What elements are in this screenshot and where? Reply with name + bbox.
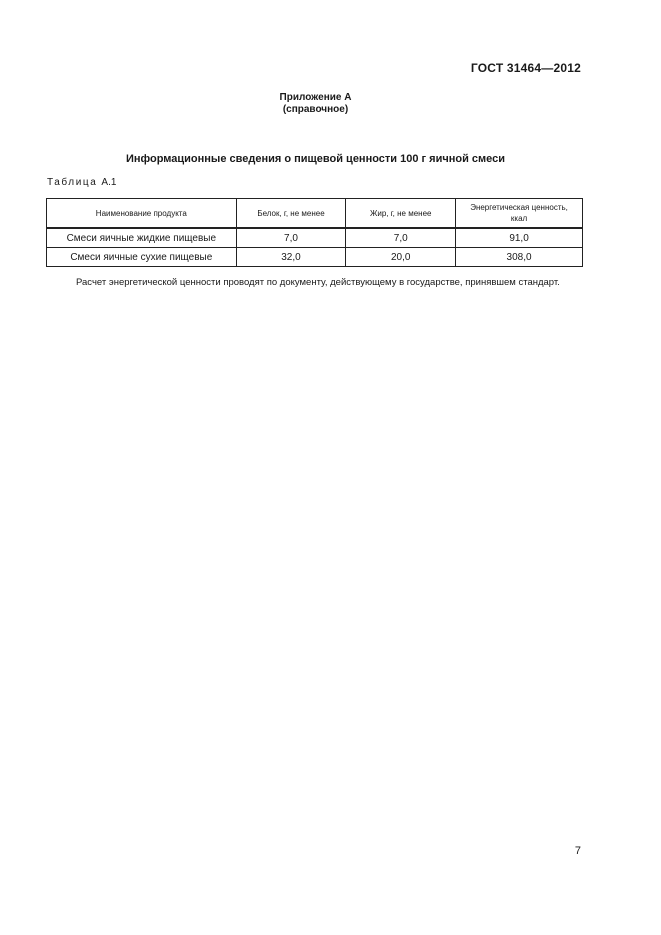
column-header-protein: Белок, г, не менее <box>236 199 346 229</box>
appendix-title: Приложение А <box>279 92 352 103</box>
table-row <box>47 248 583 267</box>
table-header-row <box>47 199 583 229</box>
energy-calculation-note: Расчет энергетической ценности проводят по документу, действующему в государстве, принявшем стандарт. <box>76 277 560 288</box>
table-label-number: А.1 <box>101 177 117 188</box>
cell-energy: 308,0 <box>456 248 583 267</box>
cell-product-name: Смеси яичные сухие пищевые <box>47 248 237 267</box>
column-header-energy: Энергетическая ценность, ккал <box>456 199 583 229</box>
cell-protein: 32,0 <box>236 248 346 267</box>
page-number: 7 <box>574 845 581 857</box>
appendix-subtitle: (справочное) <box>282 104 349 115</box>
cell-fat: 7,0 <box>346 228 456 248</box>
table-label-word: Таблица <box>47 177 98 188</box>
standard-code: ГОСТ 31464—2012 <box>470 61 581 75</box>
table-row <box>47 228 583 248</box>
table-label <box>47 177 116 188</box>
cell-product-name: Смеси яичные жидкие пищевые <box>47 228 237 248</box>
appendix-heading <box>0 92 631 116</box>
cell-protein: 7,0 <box>236 228 346 248</box>
document-title: Информационные сведения о пищевой ценности 100 г яичной смеси <box>125 153 506 165</box>
cell-fat: 20,0 <box>346 248 456 267</box>
nutrition-table <box>46 198 583 267</box>
column-header-product: Наименование продукта <box>47 199 237 229</box>
cell-energy: 91,0 <box>456 228 583 248</box>
column-header-fat: Жир, г, не менее <box>346 199 456 229</box>
